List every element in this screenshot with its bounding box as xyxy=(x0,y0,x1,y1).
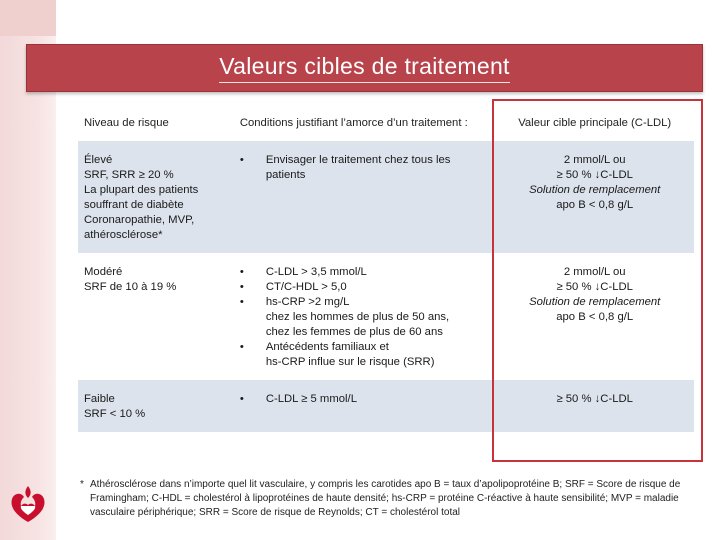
risk-level-label: Modéré xyxy=(84,266,123,278)
risk-detail: La plupart des patients souffrant de diabète xyxy=(84,184,199,211)
header-target-value: Valeur cible principale (C-LDL) xyxy=(495,104,694,141)
condition-text: chez les femmes de plus de 60 ans xyxy=(265,326,443,338)
condition-item xyxy=(240,265,490,280)
footnote-marker: * xyxy=(80,479,84,490)
target-cell xyxy=(495,253,694,380)
target-line: ≥ 50 % ↓C-LDL xyxy=(556,393,633,405)
footnote xyxy=(80,478,690,520)
risk-cell xyxy=(78,380,234,432)
title-banner xyxy=(26,44,703,92)
bullet: • xyxy=(239,393,244,405)
page-title: Valeurs cibles de traitement xyxy=(219,53,510,83)
bullet xyxy=(240,355,266,370)
target-line: apo B < 0,8 g/L xyxy=(556,311,634,323)
treatment-targets-table xyxy=(78,104,694,432)
target-line: apo B < 0,8 g/L xyxy=(556,199,634,211)
condition-text: Antécédents familiaux et xyxy=(265,341,389,353)
target-cell xyxy=(495,141,694,253)
conditions-cell xyxy=(234,380,496,432)
target-line: 2 mmol/L ou xyxy=(563,154,626,166)
target-alternative-label: Solution de remplacement xyxy=(529,296,661,308)
risk-level-label: Faible xyxy=(84,393,115,405)
target-line: 2 mmol/L ou xyxy=(563,266,626,278)
condition-item xyxy=(240,295,490,310)
header-conditions: Conditions justifiant l’amorce d’un traitement : xyxy=(234,104,496,141)
header-risk-level: Niveau de risque xyxy=(78,104,234,141)
bullet xyxy=(240,310,266,325)
condition-item xyxy=(240,392,490,407)
table-row xyxy=(78,141,694,253)
condition-item xyxy=(240,355,490,370)
risk-detail: Coronaropathie, MVP, athérosclérose* xyxy=(84,214,195,241)
bullet: • xyxy=(239,281,244,293)
left-band-top-block xyxy=(0,0,56,36)
risk-level-label: Élevé xyxy=(84,154,113,166)
conditions-cell xyxy=(234,253,496,380)
risk-detail: SRF de 10 à 19 % xyxy=(84,281,177,293)
bullet: • xyxy=(239,296,244,308)
condition-item xyxy=(240,310,490,325)
risk-detail: SRF, SRR ≥ 20 % xyxy=(84,169,174,181)
condition-item xyxy=(240,280,490,295)
bullet: • xyxy=(239,266,244,278)
condition-item xyxy=(240,340,490,355)
condition-text: Envisager le traitement chez tous les patients xyxy=(265,154,451,181)
footnote-text: Athérosclérose dans n’importe quel lit vasculaire, y compris les carotides apo B = taux d’apolipoprotéine B; SRF = Score de risque de Framingham; C-HDL = cholestérol à lipoprotéines de haute densité; hs-CRP = protéine C-réactive à haute sensibilité; MVP = maladie vasculaire périphérique; SRR = Score de risque de Reynolds; CT = cholestérol total xyxy=(90,479,681,518)
condition-text: C-LDL ≥ 5 mmol/L xyxy=(265,393,357,405)
condition-item xyxy=(240,153,490,183)
conditions-cell xyxy=(234,141,496,253)
condition-text: hs-CRP influe sur le risque (SRR) xyxy=(265,356,435,368)
table-row xyxy=(78,380,694,432)
target-line: ≥ 50 % ↓C-LDL xyxy=(556,169,633,181)
condition-item xyxy=(240,325,490,340)
condition-text: chez les hommes de plus de 50 ans, xyxy=(265,311,450,323)
condition-text: C-LDL > 3,5 mmol/L xyxy=(265,266,367,278)
heart-and-stroke-icon xyxy=(8,482,48,526)
risk-cell xyxy=(78,141,234,253)
bullet xyxy=(240,325,266,340)
target-line: ≥ 50 % ↓C-LDL xyxy=(556,281,633,293)
condition-text: hs-CRP >2 mg/L xyxy=(265,296,350,308)
target-cell xyxy=(495,380,694,432)
bullet: • xyxy=(239,154,244,166)
table-row xyxy=(78,253,694,380)
target-alternative-label: Solution de remplacement xyxy=(529,184,661,196)
table-header-row xyxy=(78,104,694,141)
condition-text: CT/C-HDL > 5,0 xyxy=(265,281,347,293)
bullet: • xyxy=(239,341,244,353)
risk-cell xyxy=(78,253,234,380)
risk-detail: SRF < 10 % xyxy=(84,408,146,420)
